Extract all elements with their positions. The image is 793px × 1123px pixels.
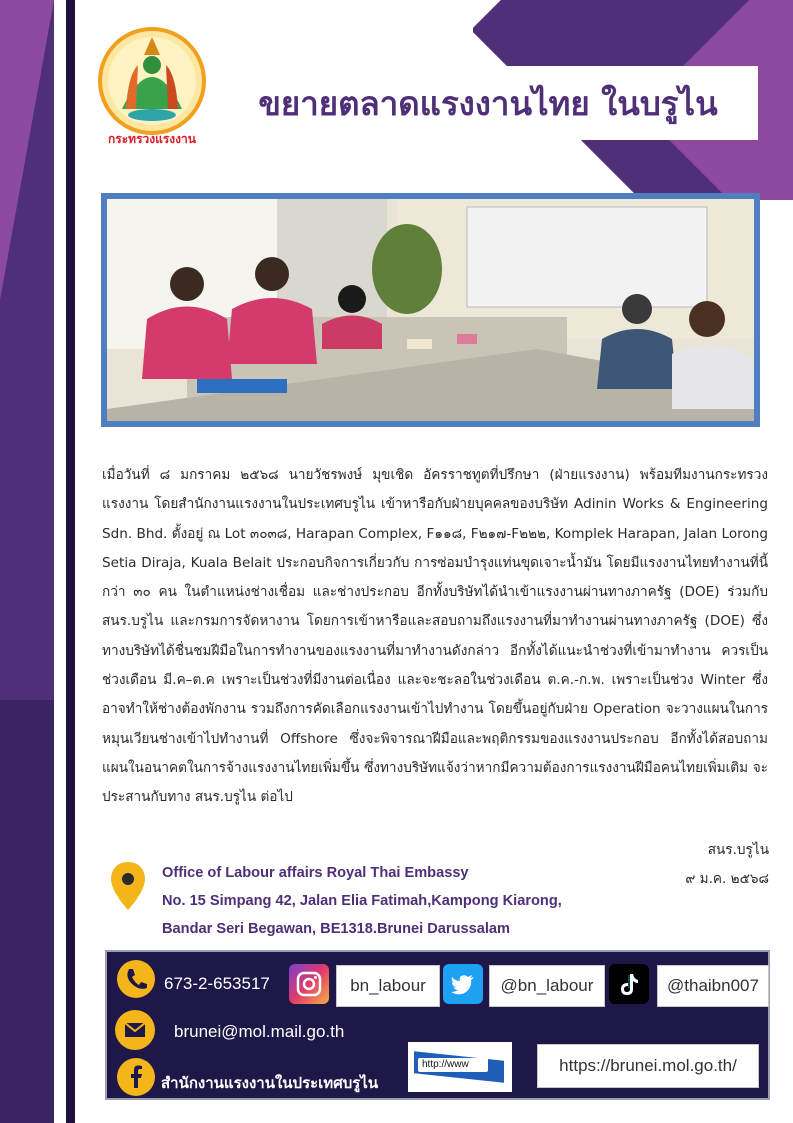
- article-body: เมื่อวันที่ ๘ มกราคม ๒๕๖๘ นายวัชรพงษ์ มุขเชิด อัครราชทูตที่ปรึกษา (ฝ่ายแรงงาน) พร้อมทีมงานกระทรวงแรงงาน โดยสำนักงานแรงงานในประเทศบรูไน เข้าหารือกับฝ่ายบุคคลของบริษัท Adinin Works & Engineering Sdn. Bhd. ตั้งอยู่ ณ Lot ๓๐๓๘, Harapan Complex, F๑๑๘, F๒๑๗-F๒๒๒, Komplek Harapan, Jalan Lorong Setia Diraja, Kuala Belait ประกอบกิจการเกี่ยวกับ การซ่อมบำรุงแท่นขุดเจาะน้ำมัน โดยมีแรงงานไทยทำงานที่นี้กว่า ๓๐ คน ในตำแหน่งช่างเชื่อม และช่างประกอบ อีกทั้งบริษัทได้นำเข้าแรงงานผ่านทางภาครัฐ (DOE) ร่วมกับ สนร.บรูไน และกรมการจัดหางาน โดยการเข้าหารือและสอบถามถึงแรงงานที่มาทำงานผ่านทางภาครัฐ (DOE) ซึ่งทางบริษัทได้ชื่นชมฝีมือในการทำงานของแรงงานที่มาทำงานดังกล่าว อีกทั้งได้แนะนำช่วงที่เข้ามาทำงาน ควรเป็นช่วงเดือน มี.ค–ต.ค เพราะเป็นช่วงที่มีงานต่อเนื่อง และจะชะลอในช่วงเดือน ต.ค.-ก.พ. เพราะเป็นช่วง Winter ซึ่งอาจทำให้ช่างต้องพักงาน รวมถึงการคัดเลือกแรงงานเข้าไปทำงาน โดยขึ้นอยู่กับฝ่าย Operation จะวางแผนในการหมุนเวียนช่างเข้าไปทำงานที่ Offshore ซึ่งจะพิจารณาฝีมือและพฤติกรรมของแรงงานประกอบ อีกทั้งได้สอบถามแผนในอนาคตในการจ้างแรงงานไทยเพิ่มขึ้น ซึ่งทางบริษัทแจ้งว่าหากมีความต้องการแรงงานฝีมือคนไทยเพิ่มเติม จะประสานกับทาง สนร.บรูไน ต่อไป: [102, 467, 768, 806]
- www-label: http://www: [418, 1058, 488, 1072]
- facebook-page[interactable]: สำนักงานแรงงานในประเทศบรูไน: [161, 1074, 379, 1092]
- www-badge-icon: [408, 1042, 512, 1092]
- twitter-handle[interactable]: @bn_labour: [489, 965, 605, 1007]
- phone-number[interactable]: 673-2-653517: [164, 974, 270, 993]
- facebook-icon[interactable]: [117, 1058, 155, 1096]
- meeting-photo: [101, 193, 760, 427]
- signature-date: ๙ ม.ค. ๒๕๖๘: [685, 871, 769, 887]
- meeting-photo-illustration: [107, 199, 754, 421]
- ministry-of-labour-logo: [88, 25, 216, 153]
- title-box: [218, 66, 758, 140]
- address-line-2: No. 15 Simpang 42, Jalan Elia Fatimah,Kampong Kiarong,: [162, 893, 562, 909]
- address-line-3: Bandar Seri Begawan, BE1318.Brunei Darussalam: [162, 921, 510, 937]
- title-arrow-icon: [621, 140, 633, 147]
- office-address: [162, 859, 562, 943]
- instagram-icon[interactable]: [289, 964, 329, 1004]
- signature-org: สนร.บรูไน: [707, 842, 769, 858]
- email-address[interactable]: brunei@mol.mail.go.th: [174, 1022, 345, 1041]
- instagram-handle[interactable]: bn_labour: [336, 965, 440, 1007]
- address-line-1: Office of Labour affairs Royal Thai Embassy: [162, 865, 469, 881]
- vertical-bar: [66, 0, 75, 1123]
- page-title: ขยายตลาดแรงงานไทย ในบรูไน: [258, 83, 718, 123]
- tiktok-icon[interactable]: [609, 964, 649, 1004]
- phone-icon: [117, 960, 155, 998]
- email-icon: [115, 1010, 155, 1050]
- signature-block: [685, 836, 769, 894]
- website-url[interactable]: https://brunei.mol.go.th/: [537, 1044, 759, 1088]
- logo-text: กระทรวงแรงงาน: [108, 132, 196, 146]
- twitter-icon[interactable]: [443, 964, 483, 1004]
- location-pin-icon: [109, 860, 147, 912]
- contact-panel: [105, 950, 770, 1100]
- tiktok-handle[interactable]: @thaibn007: [657, 965, 769, 1007]
- left-decoration: [0, 0, 54, 1123]
